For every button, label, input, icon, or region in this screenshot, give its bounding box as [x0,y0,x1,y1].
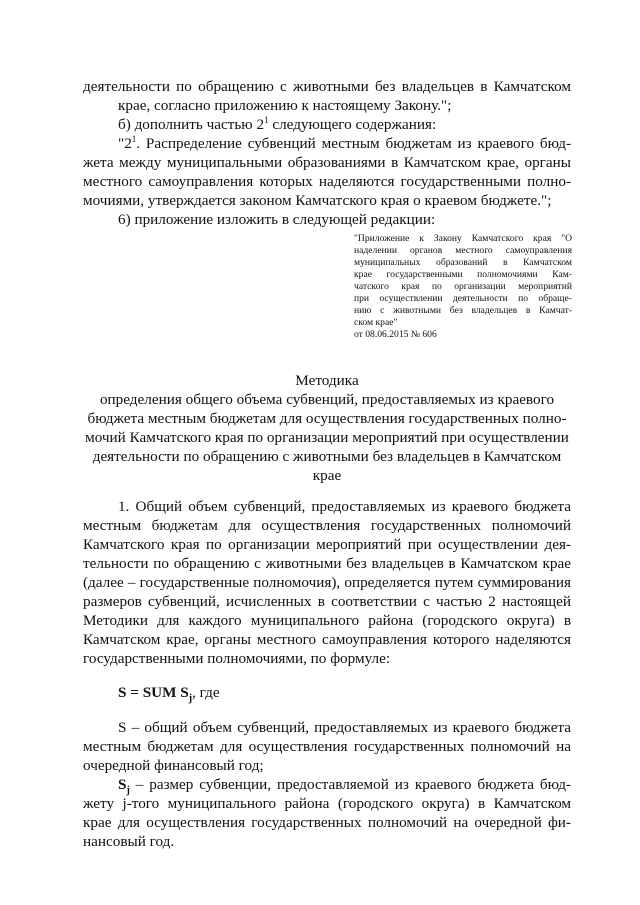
document-title: Методика [295,372,359,389]
text-line: жету j-того муниципального района (городского округа) в Камчатском [83,795,571,812]
text-line: (далее – государственные полномочия), определяется путем суммирования [83,574,571,591]
text-line: местным бюджетам для осуществления государственных полномочий [83,517,571,534]
annex-line: чатского края по организации мероприятий [354,281,572,292]
text-line: размеров субвенций, исчисленных в соответствии с частью 2 настоящей [83,593,571,610]
text-line: 1. Общий объем субвенций, предоставляемых из краевого бюджета [118,498,571,515]
text-line: б) дополнить частью $2^1$ следующего содержания: [118,114,437,133]
annex-line: "Приложение к Закону Камчатского края "О [354,233,572,244]
text-line: мочиями, утверждается законом Камчатского края о краевом бюджете."; [83,192,552,209]
text-line: 6) приложение изложить в следующей редакции: [118,211,436,228]
text-line: деятельности по обращению с животными без владельцев в Камчатском [83,78,571,95]
annex-date: от 08.06.2015 № 606 [354,329,437,340]
title-line: мочий Камчатского края по организации мероприятий при осуществлении [85,429,569,446]
annex-line: крае государственными полномочиями Кам- [354,269,572,280]
text-line: государственными полномочиями, по формуле: [83,650,391,667]
annex-line: наделении органов местного самоуправления [354,245,572,256]
formula: S = SUM $S_j$, где [118,684,220,705]
text-line: Камчатского края по организации мероприятий при осуществлении дея- [83,536,571,553]
title-line: крае [312,467,342,484]
text-line: крае, согласно приложению к настоящему Закону."; [118,97,452,114]
text-line: Методики для каждого муниципального района (городского округа) в [83,612,571,629]
text-line: очередной финансовый год; [83,757,264,774]
annex-line: при осуществлении деятельности по обраще- [354,293,572,304]
text-line: Камчатском крае, органы местного самоуправления которого наделяются [83,631,571,648]
text-line: тельности по обращению с животными без владельцев в Камчатском крае [83,555,571,572]
text-line: местным бюджетам для осуществления государственных полномочий на [83,738,571,755]
text-line: S – общий объем субвенций, предоставляемых из краевого бюджета [118,719,571,736]
text-line: "$2^1$. Распределение субвенций местным бюджетам из краевого бюд- [118,133,571,152]
annex-line: ском крае" [354,317,398,328]
title-line: деятельности по обращению с животными без владельцев в Камчатском [92,448,562,465]
title-line: бюджета местным бюджетам для осуществления государственных полно- [87,410,567,427]
text-line: нансовый год. [83,833,175,850]
text-line: $S_j$ – размер субвенции, предоставляемой из краевого бюджета бюд- [118,776,571,797]
annex-line: нию с животными без владельцев в Камчат- [354,305,572,316]
text-line: жета между муниципальными образованиями в Камчатском крае, органы [83,154,571,171]
title-line: определения общего объема субвенций, предоставляемых из краевого [99,391,555,408]
text-line: местного самоуправления которых наделяются государственными полно- [83,173,571,190]
text-line: крае для осуществления государственных полномочий на очередной фи- [83,814,571,831]
annex-line: муниципальных образований в Камчатском [354,257,572,268]
